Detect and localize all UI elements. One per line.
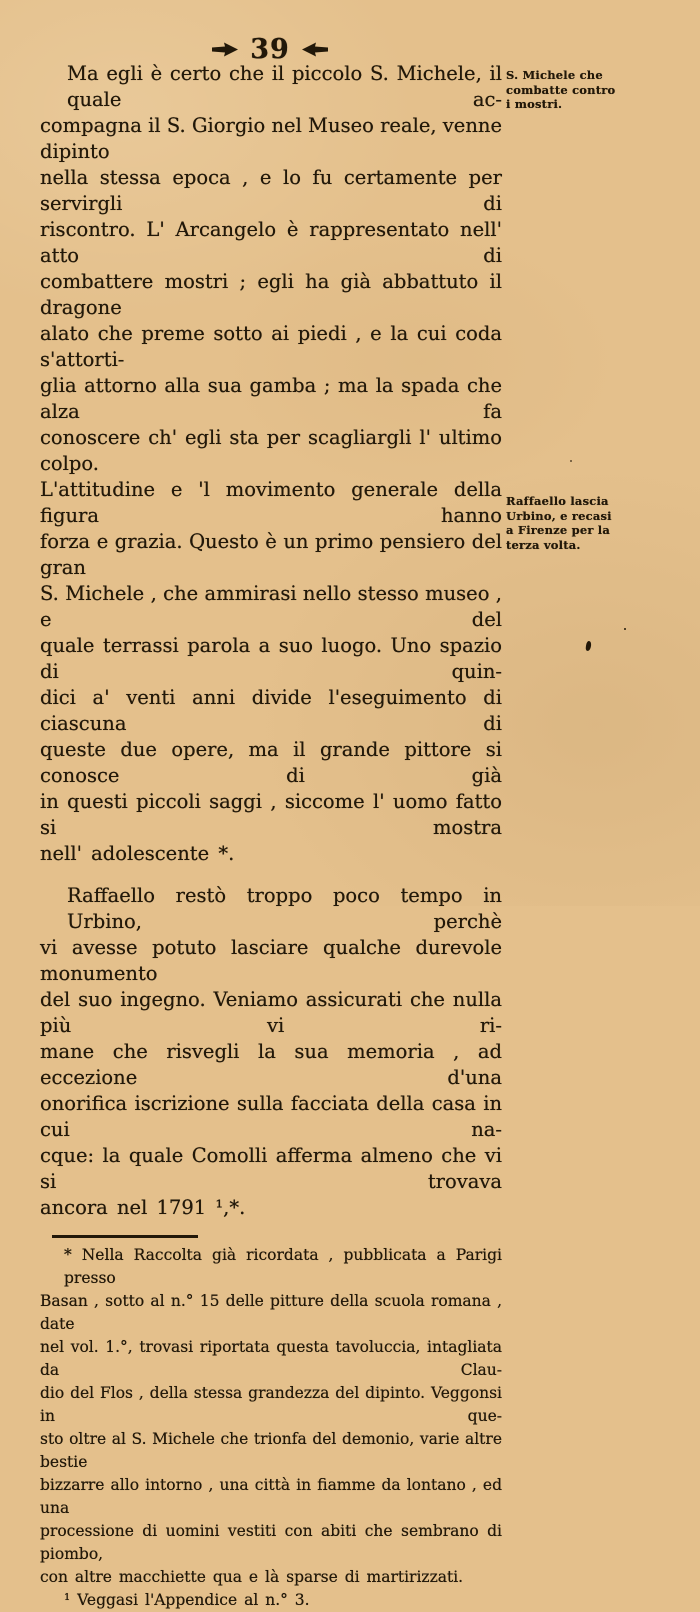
text-line: queste due opere, ma il grande pittore si conosce di già [40, 738, 502, 787]
text-line: Raffaello lascia [506, 494, 609, 508]
paragraph [40, 883, 502, 1221]
ink-speck [624, 628, 626, 630]
text-line: bizzarre allo intorno , una città in fiamme da lontano , ed una [40, 1475, 502, 1517]
text-line: onorifica iscrizione sulla facciata della casa in cui na- [40, 1092, 502, 1141]
text-line: nella stessa epoca , e lo fu certamente per servirgli di [40, 166, 502, 215]
text-line: glia attorno alla sua gamba ; ma la spada che alza fa [40, 374, 502, 423]
text-line: alato che preme sotto ai piedi , e la cui coda s'attorti- [40, 322, 502, 371]
text-line: a Firenze per la [506, 523, 611, 537]
footnote [40, 1244, 502, 1612]
text-line: compagna il S. Giorgio nel Museo reale, venne dipinto [40, 114, 502, 163]
text-line: combattere mostri ; egli ha già abbattuto il dragone [40, 270, 502, 319]
text-line: Ma egli è certo che il piccolo S. Michele, il quale ac- [67, 62, 502, 111]
text-line: ancora nel 1791 ¹,*. [40, 1196, 246, 1219]
page-number: 39 [250, 34, 290, 65]
text-line: S. Michele che [506, 68, 603, 82]
text-line: Basan , sotto al n.° 15 delle pitture della scuola romana , date [40, 1291, 502, 1333]
text-line: processione di uomini vestiti con abiti che sembrano di piombo, [40, 1521, 502, 1563]
ink-speck [585, 641, 591, 652]
ink-speck [570, 460, 572, 462]
text-line: ¹ Veggasi l'Appendice al n.° 3. [64, 1590, 310, 1609]
text-line: con altre macchiette qua e là sparse di martirizzati. [40, 1567, 464, 1586]
text-line: combatte contro [506, 82, 616, 97]
text-line: riscontro. L' Arcangelo è rappresentato nell' atto di [40, 218, 502, 267]
text-line: quale terrassi parola a suo luogo. Uno spazio di quin- [40, 634, 502, 683]
page-ornament-right-icon [302, 42, 328, 57]
text-line: forza e grazia. Questo è un primo pensiero del gran [40, 530, 502, 579]
paragraphs [40, 61, 502, 1221]
text-line: conoscere ch' egli sta per scagliargli l' ultimo colpo. [40, 426, 502, 475]
text-line: terza volta. [506, 537, 581, 552]
page-ornament-left-icon [212, 42, 238, 57]
text-line: vi avesse potuto lasciare qualche durevole monumento [40, 936, 502, 985]
text-line: * Nella Raccolta già ricordata , pubblicata a Parigi presso [64, 1245, 502, 1287]
text-line: sto oltre al S. Michele che trionfa del demonio, varie altre bestie [40, 1429, 502, 1471]
text-line: nel vol. 1.°, trovasi riportata questa tavoluccia, intagliata da Clau- [40, 1337, 502, 1379]
text-line: del suo ingegno. Veniamo assicurati che nulla più vi ri- [40, 988, 502, 1037]
text-line: Raffaello restò troppo poco tempo in Urbino, perchè [67, 884, 502, 933]
text-line: S. Michele , che ammirasi nello stesso museo , e del [40, 582, 502, 631]
text-line: i mostri. [506, 97, 563, 111]
text-line: L'attitudine e 'l movimento generale della figura hanno [40, 478, 502, 527]
text-line: in questi piccoli saggi , siccome l' uomo fatto si mostra [40, 790, 502, 839]
paragraph [40, 61, 502, 867]
text-line: dici a' venti anni divide l'eseguimento di ciascuna di [40, 686, 502, 735]
margin-note-san-michele [506, 68, 634, 112]
text-line: cque: la quale Comolli afferma almeno che vi si trovava [40, 1144, 502, 1193]
main-text [40, 61, 502, 1612]
footnote-divider [52, 1235, 198, 1238]
text-line: Urbino, e recasi [506, 508, 612, 523]
margin-note-raffaello [506, 494, 634, 552]
text-line: nell' adolescente *. [40, 842, 235, 865]
text-line: mane che risvegli la sua memoria , ad eccezione d'una [40, 1040, 502, 1089]
text-line: dio del Flos , della stessa grandezza del dipinto. Veggonsi in que- [40, 1383, 502, 1425]
